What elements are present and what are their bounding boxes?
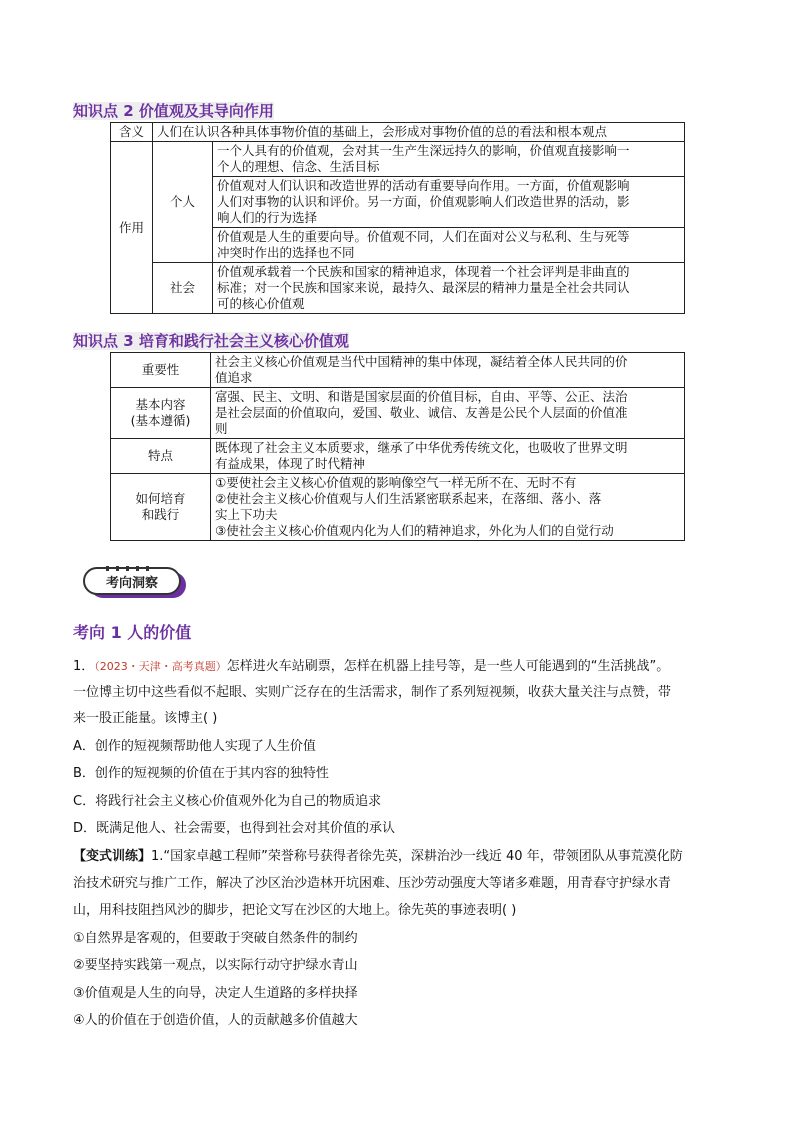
feature-text: 既体现了社会主义本质要求，继承了中华优秀传统文化，也吸收了世界文明 有益成果，体现了时代精神 <box>211 439 685 474</box>
meaning-text: 人们在认识各种具体事物价值的基础上，会形成对事物价值的总的看法和根本观点 <box>153 123 685 142</box>
society-effect: 价值观承载着一个民族和国家的精神追求，体现着一个社会评判是非曲直的 标准；对一个民族和国家来说，最持久、最深层的精神力量是全社会共同认 可的核心价值观 <box>213 263 685 314</box>
option-d: D．既满足他人、社会需要，也得到社会对其价值的承认 <box>73 821 396 836</box>
badge-shape <box>80 566 190 600</box>
variant-option-3: ③价值观是人生的向导，决定人生道路的多样抉择 <box>73 986 358 1001</box>
option-c: C．将践行社会主义核心价值观外化为自己的物质追求 <box>73 794 382 809</box>
option-b: B．创作的短视频的价值在于其内容的独特性 <box>73 766 329 781</box>
importance-text: 社会主义核心价值观是当代中国精神的集中体现，凝结着全体人民共同的价 值追求 <box>211 353 685 388</box>
values-table <box>110 122 685 314</box>
importance-label: 重要性 <box>111 353 211 388</box>
society-label: 社会 <box>153 263 213 314</box>
person-effect-2: 价值观对人们认识和改造世界的活动有重要导向作用。一方面，价值观影响 人们对事物的认识和评价。另一方面，价值观影响人们改造世界的活动，影 响人们的行为选择 <box>213 177 685 228</box>
variant-line-1: 【变式训练】1.“国家卓越工程师”荣誉称号获得者徐先英，深耕治沙一线近 40 年，带领团队从事荒漠化防 <box>73 849 683 864</box>
how-text: ①要使社会主义核心价值观的影响像空气一样无所不在、无时不有 ②使社会主义核心价值观与人们生活紧密联系起来，在落细、落小、落 实上下功夫 ③使社会主义核心价值观内化为人们的精神追求，外化为人们的自觉行动 <box>211 474 685 541</box>
variant-line-3: 山，用科技阻挡风沙的脚步，把论文写在沙区的大地上。徐先英的事迹表明( ) <box>73 903 517 918</box>
option-a: A．创作的短视频帮助他人实现了人生价值 <box>73 739 316 754</box>
core-values-table <box>110 352 685 541</box>
question-1-line-2: 一位博主切中这些看似不起眼、实则广泛存在的生活需求，制作了系列短视频，收获大量关注与点赞，带 <box>73 685 672 700</box>
content-text: 富强、民主、文明、和谐是国家层面的价值目标，自由、平等、公正、法治 是社会层面的价值取向，爱国、敬业、诚信、友善是公民个人层面的价值准 则 <box>211 388 685 439</box>
variant-option-2: ②要坚持实践第一观点，以实际行动守护绿水青山 <box>73 958 358 973</box>
effect-label: 作用 <box>111 142 153 314</box>
meaning-label: 含义 <box>111 123 153 142</box>
variant-option-1: ①自然界是客观的，但要敢于突破自然条件的制约 <box>73 931 358 946</box>
direction-heading: 考向 1 人的价值 <box>73 623 192 642</box>
question-1-line-3: 来一股正能量。该博主( ) <box>73 711 218 726</box>
question-source: （2023・天津・高考真题） <box>94 660 227 673</box>
variant-line-2: 治技术研究与推广工作，解决了沙区治沙造林开坑困难、压沙劳动强度大等诸多难题，用青春守护绿水青 <box>73 876 672 891</box>
feature-label: 特点 <box>111 439 211 474</box>
section-heading-values: 知识点 2 价值观及其导向作用 <box>73 102 274 120</box>
question-1-line-1: 1．（2023・天津・高考真题）怎样进火车站刷票，怎样在机器上挂号等，是一些人可能遇到的“生活挑战”。 <box>73 659 670 674</box>
how-label: 如何培育 和践行 <box>111 474 211 541</box>
person-label: 个人 <box>153 142 213 263</box>
person-effect-3: 价值观是人生的重要向导。价值观不同，人们在面对公义与私利、生与死等 冲突时作出的选择也不同 <box>213 228 685 263</box>
section-heading-core-values: 知识点 3 培育和践行社会主义核心价值观 <box>73 332 349 350</box>
content-label: 基本内容 (基本遵循) <box>111 388 211 439</box>
variant-option-4: ④人的价值在于创造价值，人的贡献越多价值越大 <box>73 1013 358 1028</box>
badge-label: 考向洞察 <box>105 576 159 591</box>
exam-insight-badge <box>80 566 190 600</box>
person-effect-1: 一个人具有的价值观，会对其一生产生深远持久的影响，价值观直接影响一 个人的理想、信念、生活目标 <box>213 142 685 177</box>
